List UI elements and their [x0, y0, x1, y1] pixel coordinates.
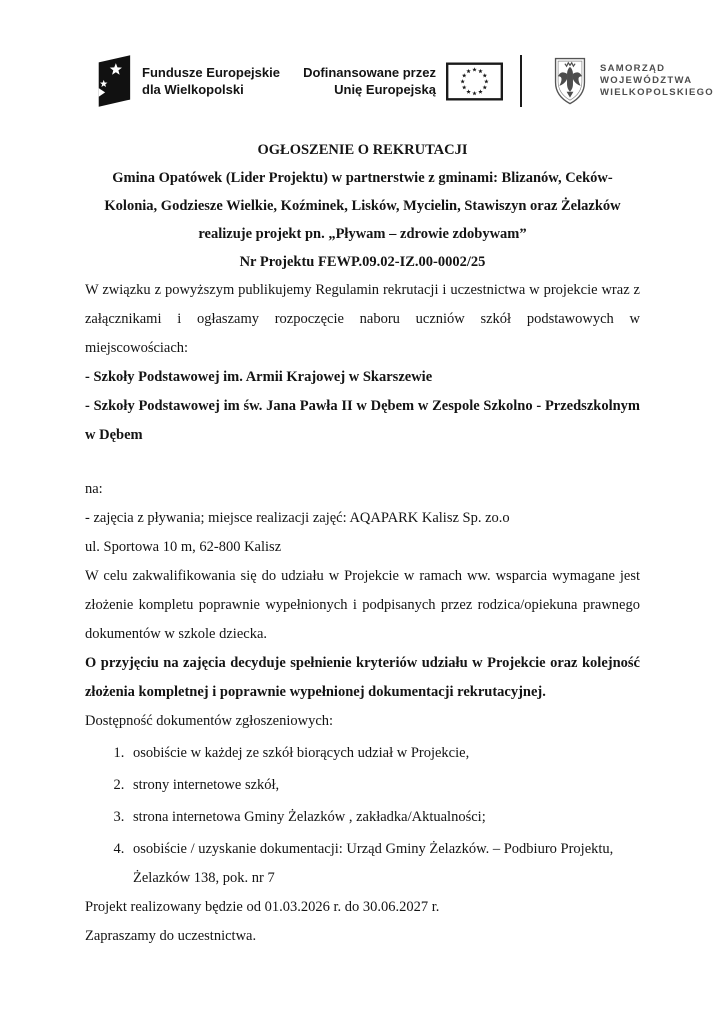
availability-item — [128, 835, 640, 893]
qualification-paragraph: W celu zakwalifikowania się do udziału w Projekcie w ramach ww. wsparcia wymagane jest złożenie kompletu poprawnie wypełnionych i podpisanych przez rodzica/opiekuna prawnego dokumentów w szkole dziecka. — [85, 568, 640, 642]
eu-funding-label-line1: Dofinansowane przez — [303, 65, 436, 80]
criteria-paragraph: O przyjęciu na zajęcia decyduje spełnienie kryteriów udziału w Projekcie oraz kolejność złożenia kompletnej i poprawnie wypełnionej dokumentacji rekrutacyjnej. — [85, 655, 640, 700]
logo-divider — [520, 55, 522, 107]
region-logo-label-line1: SAMORZĄD — [599, 63, 666, 74]
details-block — [85, 475, 640, 707]
eu-funding-label — [300, 64, 436, 98]
eu-flag-icon — [446, 59, 503, 104]
availability-item-text: strony internetowe szkół, — [133, 777, 280, 793]
closing-line: Zapraszamy do uczestnictwa. — [85, 928, 257, 944]
heading-line-2: Kolonia, Godziesze Wielkie, Koźminek, Lisków, Mycielin, Stawiszyn oraz Żelazków — [104, 198, 621, 214]
availability-label: Dostępność dokumentów zgłoszeniowych: — [85, 713, 334, 729]
address-line: ul. Sportowa 10 m, 62-800 Kalisz — [85, 539, 282, 555]
logo-strip — [0, 0, 724, 112]
availability-item-text: osobiście / uzyskanie dokumentacji: Urząd Gminy Żelazków. – Podbiuro Projektu, Żelazków 138, pok. nr 7 — [133, 841, 614, 886]
duration-line: Projekt realizowany będzie od 01.03.2026 r. do 30.06.2027 r. — [85, 899, 440, 915]
fe-logo-label-line2: dla Wielkopolski — [142, 82, 244, 97]
fe-logo — [93, 53, 280, 109]
na-label: na: — [85, 481, 103, 497]
availability-item-text: osobiście w każdej ze szkół biorących udział w Projekcie, — [133, 745, 470, 761]
fe-flag-icon — [93, 53, 133, 109]
eagle-crest-icon — [553, 54, 587, 109]
heading-line-3: realizuje projekt pn. „Pływam – zdrowie zdobywam” — [198, 226, 527, 242]
region-logo-label — [600, 63, 714, 99]
intro-paragraph: W związku z powyższym publikujemy Regulamin rekrutacji i uczestnictwa w projekcie wraz z załącznikami i ogłaszamy rozpoczęcie naboru uczniów szkół podstawowych w miejscowościach: — [85, 282, 640, 356]
school-item-1: - Szkoły Podstawowej im. Armii Krajowej w Skarszewie — [85, 369, 433, 385]
heading-line-1: Gmina Opatówek (Lider Projektu) w partnerstwie z gminami: Blizanów, Ceków- — [112, 170, 613, 186]
fe-logo-label — [142, 64, 280, 98]
availability-item — [128, 771, 640, 800]
heading-line-4: Nr Projektu FEWP.09.02-IZ.00-0002/25 — [239, 254, 486, 270]
availability-item — [128, 803, 640, 832]
availability-item-text: strona internetowa Gminy Żelazków , zakładka/Aktualności; — [133, 809, 486, 825]
availability-item — [128, 739, 640, 768]
eu-funding-label-line2: Unię Europejską — [334, 82, 436, 97]
activity-line: - zajęcia z pływania; miejsce realizacji zajęć: AQAPARK Kalisz Sp. zo.o — [85, 510, 510, 526]
document-heading — [85, 136, 640, 276]
document-title: OGŁOSZENIE O REKRUTACJI — [257, 142, 468, 158]
school-item-2: - Szkoły Podstawowej im św. Jana Pawła II w Dębem w Zespole Szkolno - Przedszkolnym w Dębem — [85, 398, 640, 443]
region-logo-label-line2: WOJEWÓDZTWA — [599, 75, 693, 86]
fe-logo-label-line1: Fundusze Europejskie — [142, 65, 280, 80]
availability-list — [85, 739, 640, 893]
eu-funding-logo — [300, 59, 503, 104]
document-content — [0, 136, 724, 951]
region-logo — [553, 54, 714, 109]
region-logo-label-line3: WIELKOPOLSKIEGO — [599, 87, 714, 98]
